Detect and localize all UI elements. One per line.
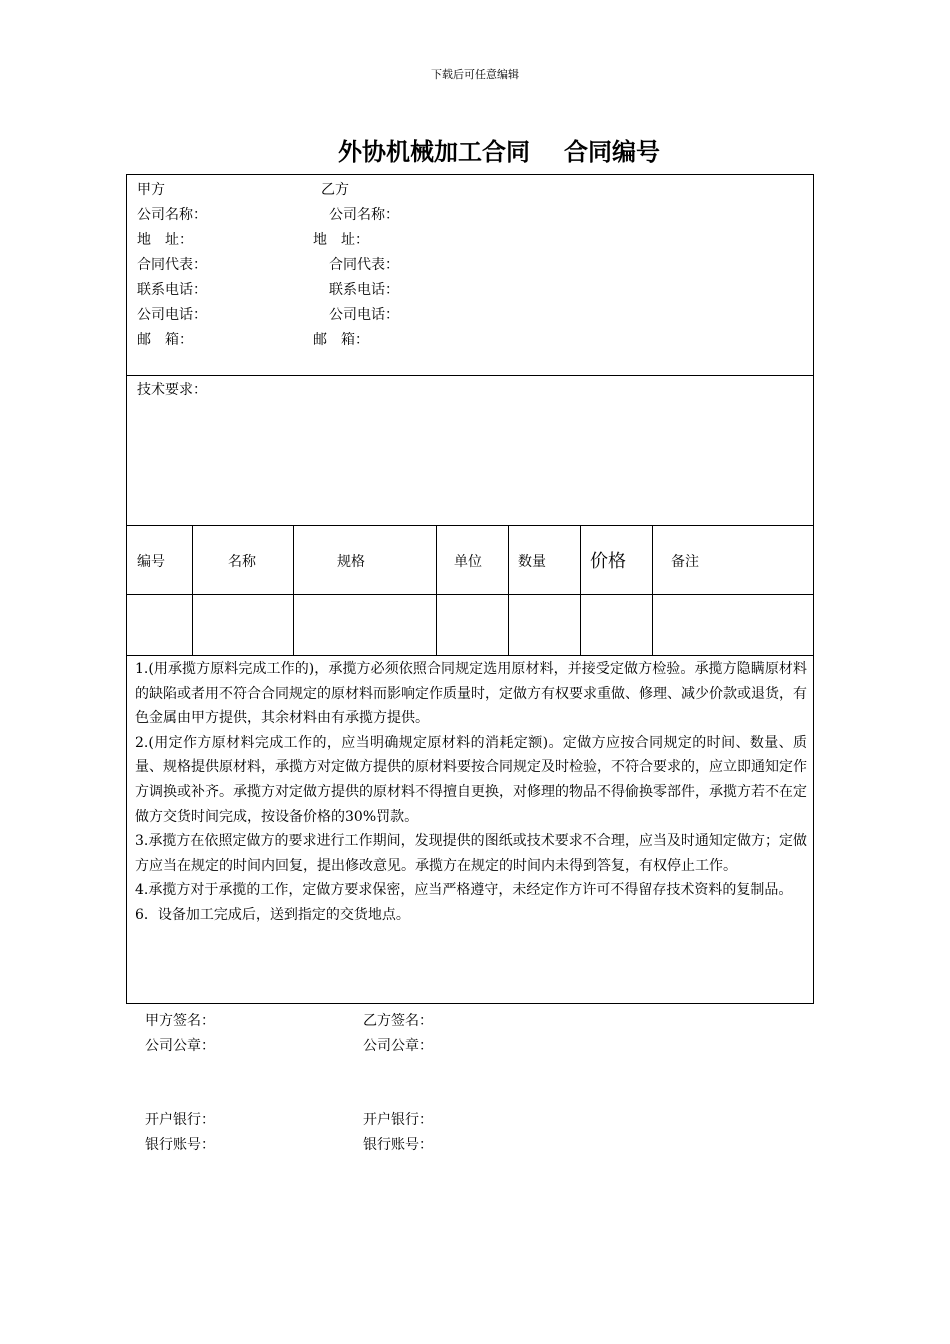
header-note: 下载后可任意编辑 bbox=[431, 68, 519, 81]
party-a-bank[interactable]: 开户银行： bbox=[145, 1112, 215, 1128]
divider bbox=[127, 375, 813, 376]
party-b-email[interactable]: 邮 箱： bbox=[313, 332, 369, 348]
table-row[interactable] bbox=[127, 595, 813, 655]
party-a-company-phone[interactable]: 公司电话： bbox=[137, 307, 207, 323]
party-a-address[interactable]: 地 址： bbox=[137, 232, 193, 248]
party-b-heading: 乙方 bbox=[321, 182, 349, 198]
party-a-representative[interactable]: 合同代表： bbox=[137, 257, 207, 273]
tech-requirements-label: 技术要求： bbox=[137, 382, 207, 398]
table-header-quantity: 数量 bbox=[518, 554, 546, 570]
party-a-company-name[interactable]: 公司名称： bbox=[137, 207, 207, 223]
table-header-price: 价格 bbox=[590, 551, 626, 572]
party-a-heading: 甲方 bbox=[137, 182, 165, 198]
divider bbox=[127, 525, 813, 526]
table-header-unit: 单位 bbox=[454, 554, 482, 570]
party-b-contact-phone[interactable]: 联系电话： bbox=[329, 282, 399, 298]
page-title bbox=[338, 132, 660, 167]
term-2: 2.(用定作方原材料完成工作的，应当明确规定原材料的消耗定额)。定做方应按合同规定的时间、数量、质量、规格提供原材料，承揽方对定做方提供的原材料要按合同规定及时检验，不符合要求的，应立即通知定作方调换或补齐。承揽方对定做方提供的原材料不得擅自更换，对修理的物品不得偷换零部件，承揽方若不在定做方交货时间完成，按设备价格的30%罚款。 bbox=[135, 734, 807, 825]
table-header-spec: 规格 bbox=[337, 554, 365, 570]
party-b-bank[interactable]: 开户银行： bbox=[363, 1112, 433, 1128]
term-3: 3.承揽方在依照定做方的要求进行工作期间，发现提供的图纸或技术要求不合理，应当及时通知定做方；定做方应当在规定的时间内回复，提出修改意见。承揽方在规定的时间内未得到答复，有权停止工作。 bbox=[135, 833, 807, 874]
party-b-account[interactable]: 银行账号： bbox=[363, 1137, 433, 1153]
party-b-signature[interactable]: 乙方签名： bbox=[363, 1013, 433, 1029]
party-a-email[interactable]: 邮 箱： bbox=[137, 332, 193, 348]
contract-title: 外协机械加工合同 bbox=[338, 138, 530, 166]
term-6: 6．设备加工完成后，送到指定的交货地点。 bbox=[135, 906, 410, 923]
party-b-representative[interactable]: 合同代表： bbox=[329, 257, 399, 273]
table-header-name: 名称 bbox=[228, 554, 256, 570]
table-header-remarks: 备注 bbox=[671, 554, 699, 570]
party-a-contact-phone[interactable]: 联系电话： bbox=[137, 282, 207, 298]
party-a-account[interactable]: 银行账号： bbox=[145, 1137, 215, 1153]
party-b-company-phone[interactable]: 公司电话： bbox=[329, 307, 399, 323]
contract-terms bbox=[135, 657, 807, 928]
party-b-seal[interactable]: 公司公章： bbox=[363, 1038, 433, 1054]
tech-requirements-area[interactable] bbox=[127, 397, 813, 523]
contract-number-label: 合同编号 bbox=[564, 138, 660, 166]
table-header-number: 编号 bbox=[137, 554, 165, 570]
party-a-seal[interactable]: 公司公章： bbox=[145, 1038, 215, 1054]
party-a-signature[interactable]: 甲方签名： bbox=[145, 1013, 215, 1029]
party-b-address[interactable]: 地 址： bbox=[313, 232, 369, 248]
term-1: 1.(用承揽方原料完成工作的)，承揽方必须依照合同规定选用原材料，并接受定做方检验。承揽方隐瞒原材料的缺陷或者用不符合合同规定的原材料而影响定作质量时，定做方有权要求重做、修理、减少价款或退货，有色金属由甲方提供，其余材料由有承揽方提供。 bbox=[135, 661, 807, 727]
contract-form bbox=[126, 174, 814, 1004]
term-4: 4.承揽方对于承揽的工作，定做方要求保密，应当严格遵守，未经定作方许可不得留存技术资料的复制品。 bbox=[135, 882, 793, 899]
divider bbox=[127, 655, 813, 656]
party-b-company-name[interactable]: 公司名称： bbox=[329, 207, 399, 223]
